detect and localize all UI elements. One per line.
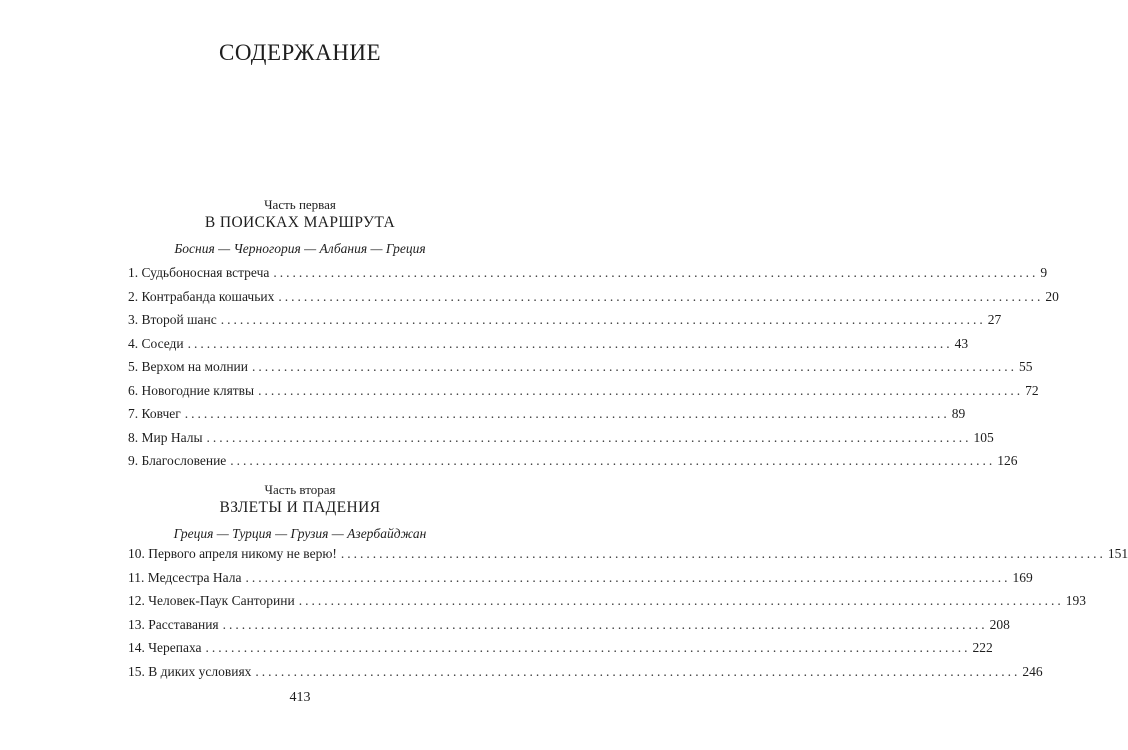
dot-leader: ........................................................................................................................ <box>245 569 1011 585</box>
chapter-page: 9 <box>1040 265 1048 280</box>
chapter-title: 4. Соседи <box>128 335 184 351</box>
toc-part-1 <box>128 265 1059 477</box>
toc-entry[interactable] <box>128 335 969 360</box>
chapter-page: 72 <box>1025 382 1039 398</box>
chapter-title: 12. Человек-Паук Санторини <box>128 593 295 608</box>
toc-entry[interactable] <box>128 406 966 430</box>
chapter-title: 7. Ковчег <box>128 406 181 421</box>
dot-leader: ........................................................................................................................ <box>255 663 1021 679</box>
dot-leader: ........................................................................................................................ <box>252 359 1018 374</box>
dot-leader: ........................................................................................................................ <box>340 546 1106 561</box>
toc-part-2 <box>128 546 1128 687</box>
chapter-page: 151 <box>1107 546 1128 561</box>
dot-leader: ........................................................................................................................ <box>184 406 950 421</box>
part-title: В ПОИСКАХ МАРШРУТА <box>204 214 396 231</box>
dot-leader: ........................................................................................................................ <box>298 593 1064 608</box>
toc-entry[interactable] <box>128 453 1018 477</box>
chapter-title: 14. Черепаха <box>128 640 202 655</box>
chapter-page: 208 <box>989 616 1010 632</box>
chapter-title: 5. Верхом на молнии <box>128 359 249 374</box>
dot-leader: ........................................................................................................................ <box>278 288 1044 304</box>
part-2-header <box>0 482 600 542</box>
dot-leader: ........................................................................................................................ <box>205 640 971 655</box>
part-1-header <box>0 197 600 257</box>
toc-entry[interactable] <box>128 359 1033 383</box>
chapter-title: 1. Судьбоносная встреча <box>128 265 270 280</box>
chapter-title: 9. Благословение <box>128 453 227 468</box>
toc-entry[interactable] <box>128 429 994 454</box>
chapter-page: 126 <box>997 453 1018 468</box>
dot-leader: ........................................................................................................................ <box>273 265 1039 280</box>
chapter-title: 13. Расставания <box>128 616 219 632</box>
chapter-title: 8. Мир Налы <box>128 429 203 445</box>
toc-entry[interactable] <box>128 288 1059 313</box>
toc-entry[interactable] <box>128 663 1043 688</box>
chapter-title: 11. Медсестра Нала <box>128 569 242 585</box>
chapter-title: 3. Второй шанс <box>128 312 217 327</box>
toc-entry[interactable] <box>128 546 1128 570</box>
chapter-page: 246 <box>1022 663 1043 679</box>
page-number: 413 <box>289 690 311 705</box>
dot-leader: ........................................................................................................................ <box>206 429 972 445</box>
toc-entry[interactable] <box>128 265 1048 289</box>
chapter-page: 55 <box>1019 359 1033 374</box>
dot-leader: ........................................................................................................................ <box>220 312 986 327</box>
toc-entry[interactable] <box>128 593 1086 617</box>
toc-entry[interactable] <box>128 569 1033 594</box>
toc-entry[interactable] <box>128 312 1002 336</box>
dot-leader: ........................................................................................................................ <box>230 453 996 468</box>
chapter-title: 2. Контрабанда кошачьих <box>128 288 275 304</box>
chapter-title: 10. Первого апреля никому не верю! <box>128 546 337 561</box>
page-title: СОДЕРЖАНИЕ <box>218 40 381 65</box>
part-title: ВЗЛЕТЫ И ПАДЕНИЯ <box>219 499 381 516</box>
chapter-page: 43 <box>954 335 969 351</box>
part-route: Босния — Черногория — Албания — Греция <box>174 241 426 256</box>
chapter-page: 169 <box>1012 569 1033 585</box>
dot-leader: ........................................................................................................................ <box>258 382 1024 398</box>
chapter-page: 193 <box>1065 593 1086 608</box>
chapter-title: 6. Новогодние клятвы <box>128 382 255 398</box>
toc-entry[interactable] <box>128 382 1039 407</box>
dot-leader: ........................................................................................................................ <box>222 616 988 632</box>
part-route: Греция — Турция — Грузия — Азербайджан <box>173 526 427 541</box>
chapter-page: 20 <box>1045 288 1059 304</box>
toc-entry[interactable] <box>128 640 993 664</box>
dot-leader: ........................................................................................................................ <box>187 335 953 351</box>
toc-entry[interactable] <box>128 616 1010 641</box>
part-label: Часть вторая <box>264 482 336 497</box>
chapter-page: 89 <box>951 406 966 421</box>
part-label: Часть первая <box>264 197 336 212</box>
chapter-page: 105 <box>973 429 994 445</box>
chapter-page: 222 <box>972 640 993 655</box>
chapter-title: 15. В диких условиях <box>128 663 252 679</box>
chapter-page: 27 <box>987 312 1002 327</box>
